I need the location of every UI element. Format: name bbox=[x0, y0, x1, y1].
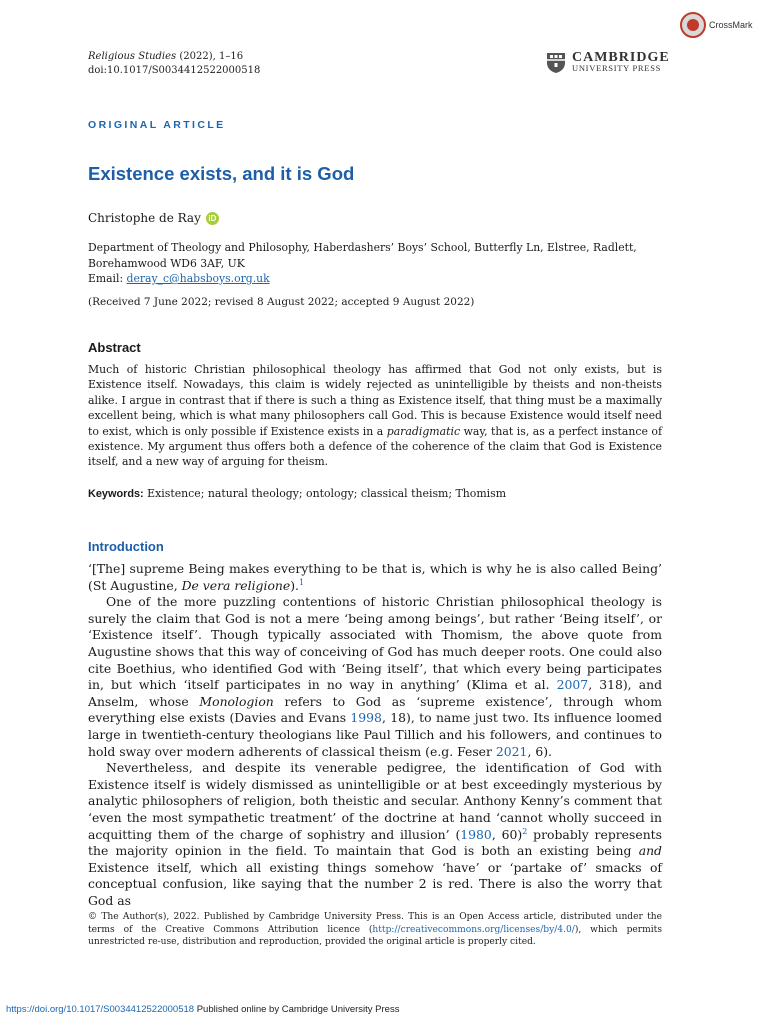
footer-text: Published online by Cambridge University Press bbox=[194, 1004, 400, 1015]
license-link[interactable]: http://creativecommons.org/licenses/by/4.0/ bbox=[372, 924, 575, 935]
footer-doi-link[interactable]: https://doi.org/10.1017/S0034412522000518 bbox=[6, 1004, 195, 1015]
paragraph bbox=[88, 561, 662, 594]
introduction-body bbox=[88, 561, 662, 909]
abstract-part: Much of historic Christian philosophical theology has affirmed that God not only exists, but is Existence itself. Nowadays, this claim is widely rejected as unintelligible by theists and non-theists alike. I argue in contrast that if there is such a thing as Existence itself, that thing must be a maximally excellent being, which is what many philosophers call God. This is because Existence would itself need to exist, which is only possible if Existence exists in a bbox=[88, 363, 662, 438]
article-title: Existence exists, and it is God bbox=[88, 163, 355, 184]
author-name: Christophe de Ray bbox=[88, 211, 201, 225]
journal-doi: doi:10.1017/S0034412522000518 bbox=[88, 65, 261, 76]
page-footer bbox=[6, 1004, 399, 1015]
citation-link[interactable]: 2021 bbox=[495, 743, 528, 759]
keywords bbox=[88, 487, 506, 500]
orcid-icon[interactable]: iD bbox=[206, 212, 219, 225]
introduction-heading: Introduction bbox=[88, 539, 164, 554]
license-text: ), which permits unrestricted re-use, distribution and reproduction, provided the original article is properly cited. bbox=[88, 924, 662, 947]
journal-citation: (2022), 1–16 bbox=[176, 51, 244, 62]
text-run: One of the more puzzling contentions of historic Christian philosophical theology is surely the claim that God is not a mere ‘being among beings’, but rather ‘Being itself’, or ‘Existence itself’. Though typically associated with Thomism, the above quote from Augustine shows that this way of conceiving of God has much deeper roots. One could also cite Boethius, who identified God with ‘Being itself’, that which every being participates in, but which ‘itself participates in no way in anything’ (Klima et al. bbox=[88, 594, 662, 693]
text-emphasis: and bbox=[638, 843, 662, 859]
paragraph bbox=[88, 594, 662, 760]
text-run: Nevertheless, and despite its venerable pedigree, the identification of God with Existence itself is widely dismissed as unintelligible or at best exceedingly mysterious by analytic philosophers of religion, both theistic and secular. Anthony Kenny’s comment that ‘even the most sympathetic treatment’ of the doctrine at hand ‘cannot wholly succeed in acquitting them of the charge of sophistry and illusion’ ( bbox=[88, 760, 662, 842]
received-dates: (Received 7 June 2022; revised 8 August 2022; accepted 9 August 2022) bbox=[88, 296, 475, 308]
footnote-ref[interactable]: 1 bbox=[299, 577, 305, 587]
text-emphasis: Monologion bbox=[199, 693, 274, 709]
citation-link[interactable]: 1980 bbox=[460, 826, 492, 842]
license-notice bbox=[88, 911, 662, 949]
footnote-ref[interactable]: 2 bbox=[522, 826, 528, 836]
text-run: Existence itself, which all existing things somehow ‘have’ or ‘partake of’ smacks of conceptual confusion, like saying that the number 2 is red. There is also the worry that God as bbox=[88, 859, 662, 908]
text-run: ‘[The] supreme Being makes everything to be that is, which is why he is also called Being’ (St Augustine, bbox=[88, 561, 662, 593]
abstract-text bbox=[88, 362, 662, 470]
crossmark-badge[interactable] bbox=[680, 12, 753, 38]
publisher-name: CAMBRIDGE bbox=[572, 50, 670, 65]
text-run: ). bbox=[290, 577, 299, 593]
publisher-logo bbox=[546, 52, 670, 74]
author bbox=[88, 211, 219, 225]
abstract-part: way, that is, as a perfect instance of existence. My argument thus offers both a defence of the coherence of the claim that God is Existence itself, and a new way of arguing for theism. bbox=[88, 424, 662, 469]
abstract-heading: Abstract bbox=[88, 340, 141, 355]
keywords-list: Existence; natural theology; ontology; classical theism; Thomism bbox=[143, 487, 507, 500]
journal-info bbox=[88, 50, 260, 78]
affiliation bbox=[88, 240, 664, 287]
paragraph bbox=[88, 760, 662, 909]
citation-link[interactable]: 2007 bbox=[556, 677, 589, 693]
text-run: , 318), and Anselm, whose bbox=[88, 677, 662, 709]
license-text: © The Author(s), 2022. Published by Cambridge University Press. This is an Open Access article, distributed under the terms of the Creative Commons Attribution licence ( bbox=[88, 912, 662, 935]
article-type: ORIGINAL ARTICLE bbox=[88, 119, 226, 131]
citation-link[interactable]: 1998 bbox=[350, 710, 382, 726]
publisher-sub: UNIVERSITY PRESS bbox=[572, 63, 662, 73]
crossmark-label: CrossMark bbox=[709, 20, 753, 30]
crossmark-icon bbox=[680, 12, 706, 38]
text-run: , 6). bbox=[527, 743, 552, 759]
abstract-emphasis: paradigmatic bbox=[386, 424, 461, 438]
text-run: refers to God as ‘supreme existence’, through whom everything else exists (Davies and Evans bbox=[88, 693, 662, 726]
email-link[interactable]: deray_c@habsboys.org.uk bbox=[126, 272, 270, 285]
cambridge-shield-icon bbox=[546, 52, 566, 74]
keywords-label: Keywords: bbox=[88, 488, 144, 500]
text-run: , 18), to name just two. Its influence loomed large in twentieth-century theologians like Paul Tillich and his followers, and continues to hold sway over modern adherents of classical theism (e.g. Feser bbox=[88, 710, 662, 759]
text-run: , 60) bbox=[491, 826, 523, 842]
text-emphasis: De vera religione bbox=[181, 577, 291, 593]
affiliation-dept: Department of Theology and Philosophy, Haberdashers’ Boys’ School, Butterfly Ln, Elstree, Radlett, Borehamwood WD6 3AF, UK bbox=[88, 241, 637, 270]
email-label: Email: bbox=[88, 272, 127, 285]
journal-name: Religious Studies bbox=[88, 51, 177, 62]
text-run: probably represents the majority opinion in the field. To maintain that God is both an existing being bbox=[88, 826, 663, 859]
